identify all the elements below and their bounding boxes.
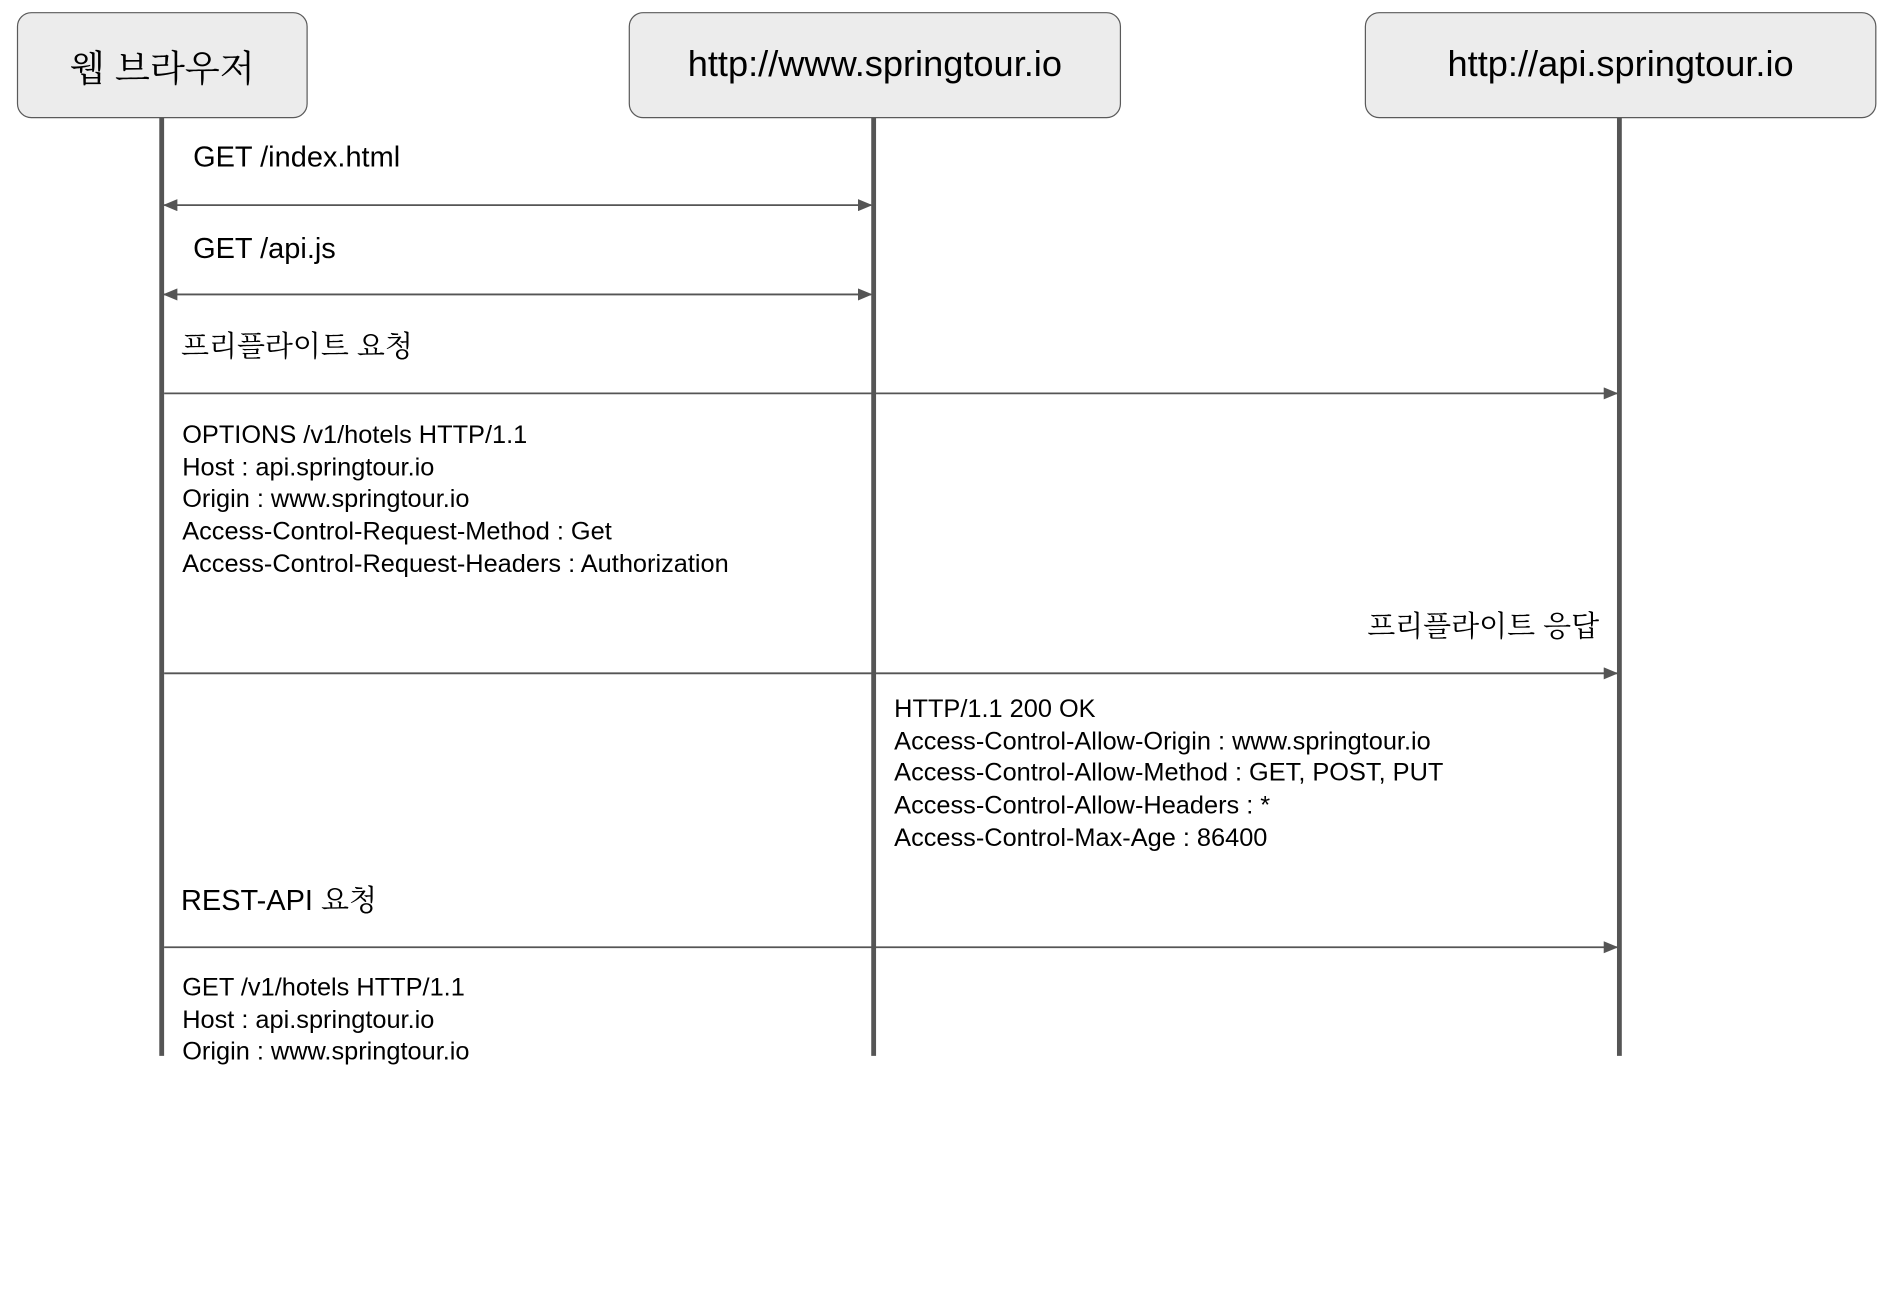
preflight-request-details [182,420,728,581]
message-get-api-js-label: GET /api.js [193,232,336,266]
message-get-index-label: GET /index.html [193,141,401,174]
detail-line: Origin : www.springtour.io [182,485,470,514]
message-preflight-request-label: 프리플라이트 요청 [181,330,413,364]
actor-api-label: http://api.springtour.io [1447,44,1794,85]
detail-line: Access-Control-Request-Method : Get [182,517,612,546]
detail-line: OPTIONS /v1/hotels HTTP/1.1 [182,421,528,449]
detail-line: GET /v1/hotels HTTP/1.1 [182,973,465,1002]
rest-api-request-details [182,973,469,1070]
detail-line: Access-Control-Allow-Headers : * [894,791,1271,820]
actor-browser [17,12,308,118]
detail-line: Access-Control-Allow-Origin : www.springtour.io [894,727,1431,756]
message-rest-api-request-label: REST-API 요청 [181,884,377,918]
actor-browser-label: 웹 브라우저 [69,49,255,90]
actor-api [1365,12,1877,118]
actor-www [629,12,1121,118]
detail-line: Host : api.springtour.io [182,453,435,482]
detail-line: Access-Control-Max-Age : 86400 [894,823,1268,852]
actor-www-label: http://www.springtour.io [687,44,1062,85]
preflight-response-details [894,694,1443,855]
detail-line: Access-Control-Allow-Method : GET, POST, PUT [894,759,1444,788]
message-preflight-response-label: 프리플라이트 응답 [1367,610,1600,644]
detail-line: Host : api.springtour.io [182,1006,435,1034]
detail-line: HTTP/1.1 200 OK [894,695,1096,723]
detail-line: Origin : www.springtour.io [182,1038,470,1067]
detail-line: Access-Control-Request-Headers : Authorization [182,550,729,578]
